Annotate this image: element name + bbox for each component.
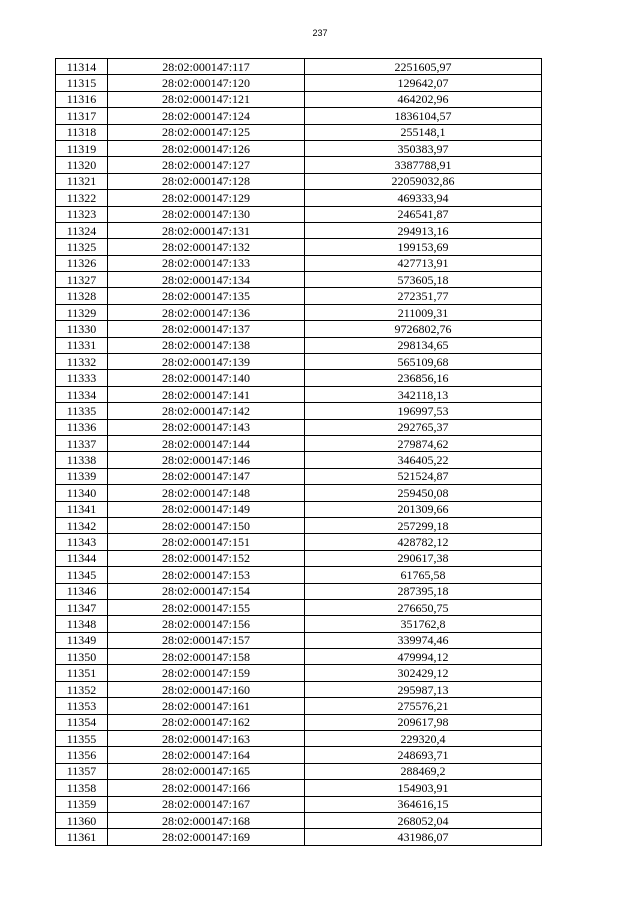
row-number-cell: 11326 (56, 255, 108, 271)
cadastral-number-cell: 28:02:000147:154 (108, 583, 305, 599)
table-row (56, 812, 542, 828)
value-cell: 565109,68 (305, 354, 542, 370)
cadastral-number-cell: 28:02:000147:121 (108, 91, 305, 107)
value-cell: 275576,21 (305, 698, 542, 714)
value-cell: 479994,12 (305, 649, 542, 665)
value-cell: 288469,2 (305, 763, 542, 779)
cadastral-number-cell: 28:02:000147:160 (108, 681, 305, 697)
row-number-cell: 11354 (56, 714, 108, 730)
row-number-cell: 11335 (56, 403, 108, 419)
value-cell: 9726802,76 (305, 321, 542, 337)
value-cell: 268052,04 (305, 812, 542, 828)
value-cell: 199153,69 (305, 239, 542, 255)
table-row (56, 304, 542, 320)
value-cell: 279874,62 (305, 435, 542, 451)
value-cell: 211009,31 (305, 304, 542, 320)
row-number-cell: 11323 (56, 206, 108, 222)
row-number-cell: 11339 (56, 468, 108, 484)
value-cell: 294913,16 (305, 222, 542, 238)
value-cell: 2251605,97 (305, 59, 542, 75)
value-cell: 236856,16 (305, 370, 542, 386)
table-row (56, 714, 542, 730)
table-body (56, 59, 542, 846)
table-row (56, 222, 542, 238)
row-number-cell: 11345 (56, 567, 108, 583)
table-row (56, 763, 542, 779)
table-row (56, 206, 542, 222)
value-cell: 469333,94 (305, 190, 542, 206)
table-row (56, 665, 542, 681)
value-cell: 298134,65 (305, 337, 542, 353)
table-row (56, 59, 542, 75)
value-cell: 129642,07 (305, 75, 542, 91)
cadastral-number-cell: 28:02:000147:163 (108, 731, 305, 747)
cadastral-number-cell: 28:02:000147:124 (108, 108, 305, 124)
row-number-cell: 11358 (56, 780, 108, 796)
value-cell: 276650,75 (305, 599, 542, 615)
row-number-cell: 11341 (56, 501, 108, 517)
row-number-cell: 11318 (56, 124, 108, 140)
cadastral-number-cell: 28:02:000147:137 (108, 321, 305, 337)
table-row (56, 731, 542, 747)
table-row (56, 140, 542, 156)
value-cell: 3387788,91 (305, 157, 542, 173)
cadastral-number-cell: 28:02:000147:141 (108, 386, 305, 402)
table-row (56, 272, 542, 288)
value-cell: 259450,08 (305, 485, 542, 501)
cadastral-number-cell: 28:02:000147:127 (108, 157, 305, 173)
value-cell: 229320,4 (305, 731, 542, 747)
table-row (56, 501, 542, 517)
table-row (56, 173, 542, 189)
table-row (56, 337, 542, 353)
cadastral-number-cell: 28:02:000147:148 (108, 485, 305, 501)
table-row (56, 485, 542, 501)
row-number-cell: 11317 (56, 108, 108, 124)
table-row (56, 288, 542, 304)
cadastral-value-table (55, 58, 542, 846)
row-number-cell: 11348 (56, 616, 108, 632)
value-cell: 464202,96 (305, 91, 542, 107)
value-cell: 255148,1 (305, 124, 542, 140)
row-number-cell: 11357 (56, 763, 108, 779)
cadastral-number-cell: 28:02:000147:155 (108, 599, 305, 615)
table-row (56, 681, 542, 697)
table-row (56, 435, 542, 451)
cadastral-number-cell: 28:02:000147:153 (108, 567, 305, 583)
table-row (56, 780, 542, 796)
row-number-cell: 11327 (56, 272, 108, 288)
cadastral-number-cell: 28:02:000147:142 (108, 403, 305, 419)
value-cell: 339974,46 (305, 632, 542, 648)
table-row (56, 190, 542, 206)
value-cell: 342118,13 (305, 386, 542, 402)
table-row (56, 550, 542, 566)
row-number-cell: 11350 (56, 649, 108, 665)
value-cell: 431986,07 (305, 829, 542, 845)
row-number-cell: 11336 (56, 419, 108, 435)
value-cell: 292765,37 (305, 419, 542, 435)
table-row (56, 534, 542, 550)
table-row (56, 599, 542, 615)
row-number-cell: 11319 (56, 140, 108, 156)
value-cell: 22059032,86 (305, 173, 542, 189)
cadastral-number-cell: 28:02:000147:146 (108, 452, 305, 468)
value-cell: 346405,22 (305, 452, 542, 468)
table-row (56, 616, 542, 632)
value-cell: 272351,77 (305, 288, 542, 304)
row-number-cell: 11325 (56, 239, 108, 255)
row-number-cell: 11347 (56, 599, 108, 615)
table-row (56, 255, 542, 271)
row-number-cell: 11338 (56, 452, 108, 468)
table-row (56, 649, 542, 665)
row-number-cell: 11361 (56, 829, 108, 845)
cadastral-number-cell: 28:02:000147:151 (108, 534, 305, 550)
table-row (56, 583, 542, 599)
cadastral-number-cell: 28:02:000147:132 (108, 239, 305, 255)
cadastral-number-cell: 28:02:000147:150 (108, 517, 305, 533)
row-number-cell: 11351 (56, 665, 108, 681)
cadastral-number-cell: 28:02:000147:165 (108, 763, 305, 779)
row-number-cell: 11353 (56, 698, 108, 714)
page-number: 237 (312, 28, 328, 38)
table-row (56, 124, 542, 140)
row-number-cell: 11333 (56, 370, 108, 386)
cadastral-number-cell: 28:02:000147:158 (108, 649, 305, 665)
row-number-cell: 11328 (56, 288, 108, 304)
table-row (56, 370, 542, 386)
cadastral-number-cell: 28:02:000147:129 (108, 190, 305, 206)
table-row (56, 321, 542, 337)
value-cell: 248693,71 (305, 747, 542, 763)
value-cell: 196997,53 (305, 403, 542, 419)
row-number-cell: 11315 (56, 75, 108, 91)
cadastral-number-cell: 28:02:000147:120 (108, 75, 305, 91)
cadastral-number-cell: 28:02:000147:143 (108, 419, 305, 435)
cadastral-number-cell: 28:02:000147:167 (108, 796, 305, 812)
cadastral-number-cell: 28:02:000147:130 (108, 206, 305, 222)
row-number-cell: 11332 (56, 354, 108, 370)
cadastral-number-cell: 28:02:000147:131 (108, 222, 305, 238)
row-number-cell: 11324 (56, 222, 108, 238)
table-row (56, 75, 542, 91)
value-cell: 295987,13 (305, 681, 542, 697)
cadastral-number-cell: 28:02:000147:140 (108, 370, 305, 386)
table-row (56, 108, 542, 124)
table-row (56, 157, 542, 173)
row-number-cell: 11320 (56, 157, 108, 173)
row-number-cell: 11329 (56, 304, 108, 320)
table-row (56, 698, 542, 714)
value-cell: 427713,91 (305, 255, 542, 271)
table-row (56, 632, 542, 648)
table-row (56, 468, 542, 484)
value-cell: 364616,15 (305, 796, 542, 812)
row-number-cell: 11322 (56, 190, 108, 206)
row-number-cell: 11355 (56, 731, 108, 747)
cadastral-number-cell: 28:02:000147:117 (108, 59, 305, 75)
table-row (56, 354, 542, 370)
cadastral-number-cell: 28:02:000147:147 (108, 468, 305, 484)
cadastral-number-cell: 28:02:000147:126 (108, 140, 305, 156)
value-cell: 351762,8 (305, 616, 542, 632)
cadastral-number-cell: 28:02:000147:159 (108, 665, 305, 681)
value-cell: 428782,12 (305, 534, 542, 550)
cadastral-number-cell: 28:02:000147:162 (108, 714, 305, 730)
row-number-cell: 11340 (56, 485, 108, 501)
cadastral-number-cell: 28:02:000147:136 (108, 304, 305, 320)
table-row (56, 796, 542, 812)
value-cell: 350383,97 (305, 140, 542, 156)
row-number-cell: 11321 (56, 173, 108, 189)
value-cell: 290617,38 (305, 550, 542, 566)
table-row (56, 386, 542, 402)
row-number-cell: 11314 (56, 59, 108, 75)
row-number-cell: 11356 (56, 747, 108, 763)
cadastral-number-cell: 28:02:000147:134 (108, 272, 305, 288)
cadastral-number-cell: 28:02:000147:149 (108, 501, 305, 517)
cadastral-number-cell: 28:02:000147:133 (108, 255, 305, 271)
row-number-cell: 11346 (56, 583, 108, 599)
cadastral-number-cell: 28:02:000147:157 (108, 632, 305, 648)
value-cell: 521524,87 (305, 468, 542, 484)
value-cell: 246541,87 (305, 206, 542, 222)
row-number-cell: 11344 (56, 550, 108, 566)
row-number-cell: 11337 (56, 435, 108, 451)
cadastral-number-cell: 28:02:000147:138 (108, 337, 305, 353)
value-cell: 61765,58 (305, 567, 542, 583)
row-number-cell: 11330 (56, 321, 108, 337)
cadastral-number-cell: 28:02:000147:156 (108, 616, 305, 632)
table-row (56, 747, 542, 763)
cadastral-number-cell: 28:02:000147:152 (108, 550, 305, 566)
table-row (56, 452, 542, 468)
cadastral-number-cell: 28:02:000147:139 (108, 354, 305, 370)
value-cell: 287395,18 (305, 583, 542, 599)
value-cell: 257299,18 (305, 517, 542, 533)
table-row (56, 419, 542, 435)
cadastral-number-cell: 28:02:000147:144 (108, 435, 305, 451)
value-cell: 1836104,57 (305, 108, 542, 124)
value-cell: 209617,98 (305, 714, 542, 730)
cadastral-number-cell: 28:02:000147:125 (108, 124, 305, 140)
table-row (56, 567, 542, 583)
table-row (56, 91, 542, 107)
value-cell: 201309,66 (305, 501, 542, 517)
value-cell: 573605,18 (305, 272, 542, 288)
value-cell: 154903,91 (305, 780, 542, 796)
cadastral-number-cell: 28:02:000147:128 (108, 173, 305, 189)
row-number-cell: 11349 (56, 632, 108, 648)
row-number-cell: 11343 (56, 534, 108, 550)
cadastral-number-cell: 28:02:000147:169 (108, 829, 305, 845)
row-number-cell: 11316 (56, 91, 108, 107)
row-number-cell: 11352 (56, 681, 108, 697)
row-number-cell: 11359 (56, 796, 108, 812)
cadastral-number-cell: 28:02:000147:135 (108, 288, 305, 304)
cadastral-number-cell: 28:02:000147:161 (108, 698, 305, 714)
cadastral-number-cell: 28:02:000147:166 (108, 780, 305, 796)
row-number-cell: 11360 (56, 812, 108, 828)
table-row (56, 403, 542, 419)
table-row (56, 829, 542, 845)
table-row (56, 239, 542, 255)
row-number-cell: 11331 (56, 337, 108, 353)
cadastral-number-cell: 28:02:000147:168 (108, 812, 305, 828)
row-number-cell: 11334 (56, 386, 108, 402)
table-row (56, 517, 542, 533)
row-number-cell: 11342 (56, 517, 108, 533)
value-cell: 302429,12 (305, 665, 542, 681)
cadastral-number-cell: 28:02:000147:164 (108, 747, 305, 763)
